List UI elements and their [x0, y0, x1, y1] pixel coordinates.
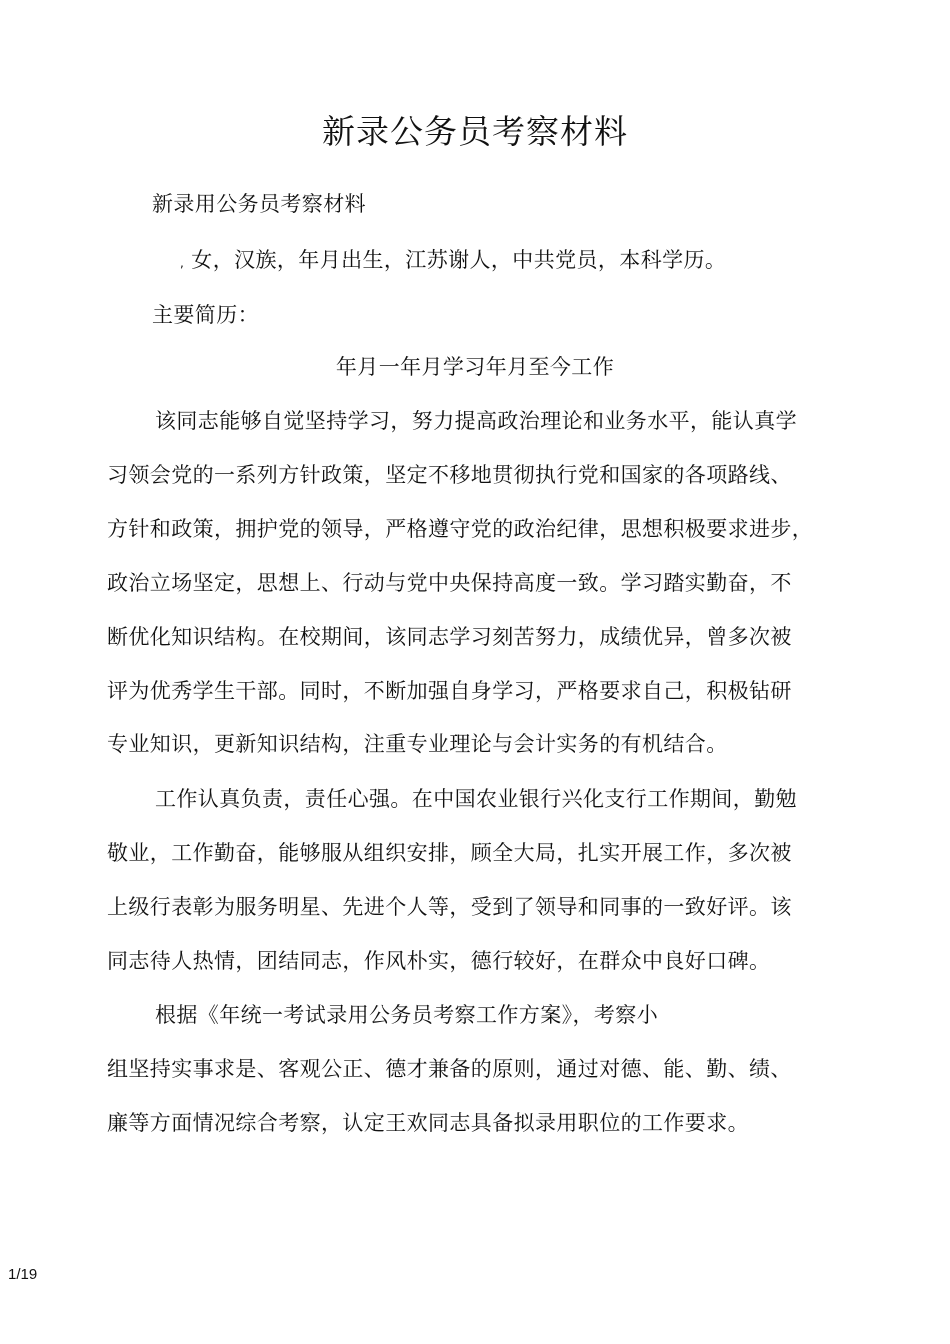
paragraph-3-line: 组坚持实事求是、客观公正、德才兼备的原则，通过对德、能、勤、绩、: [107, 1057, 792, 1081]
intro-prefix: ,: [180, 256, 185, 270]
intro-line: [180, 245, 726, 278]
paragraph-2-line: 上级行表彰为服务明星、先进个人等，受到了领导和同事的一致好评。该: [107, 895, 792, 919]
paragraph-1-line: 专业知识，更新知识结构，注重专业理论与会计实务的有机结合。: [107, 732, 728, 756]
paragraph-1-line: 断优化知识结构。在校期间，该同志学习刻苦努力，成绩优异，曾多次被: [107, 625, 792, 649]
resume-entry: 年月一年月学习年月至今工作: [335, 355, 615, 379]
document-subtitle: 新录用公务员考察材料: [152, 192, 366, 216]
paragraph-3-line: 根据《年统一考试录用公务员考察工作方案》，考察小: [155, 1003, 659, 1027]
page-number: 1/19: [8, 1266, 38, 1283]
paragraph-2-line: 敬业，工作勤奋，能够服从组织安排，顾全大局，扎实开展工作，多次被: [107, 841, 792, 865]
paragraph-1-line: 方针和政策，拥护党的领导，严格遵守党的政治纪律，思想积极要求进步，: [107, 517, 814, 541]
paragraph-2-line: 同志待人热情，团结同志，作风朴实，德行较好，在群众中良好口碑。: [107, 949, 771, 973]
paragraph-1-line: 评为优秀学生干部。同时，不断加强自身学习，严格要求自己，积极钻研: [107, 679, 792, 703]
paragraph-1-line: 该同志能够自觉坚持学习，努力提高政治理论和业务水平，能认真学: [155, 409, 797, 433]
paragraph-3-line: 廉等方面情况综合考察，认定王欢同志具备拟录用职位的工作要求。: [107, 1111, 749, 1135]
paragraph-2-line: 工作认真负责，责任心强。在中国农业银行兴化支行工作期间，勤勉: [155, 787, 797, 811]
paragraph-1-line: 政治立场坚定，思想上、行动与党中央保持高度一致。学习踏实勤奋，不: [107, 571, 792, 595]
paragraph-1-line: 习领会党的一系列方针政策，坚定不移地贯彻执行党和国家的各项路线、: [107, 463, 792, 487]
intro-text: 女，汉族，年月出生，江苏谢人，中共党员，本科学历。: [191, 248, 727, 272]
document-title: 新录公务员考察材料: [322, 112, 628, 151]
resume-heading: 主要简历：: [152, 303, 259, 327]
